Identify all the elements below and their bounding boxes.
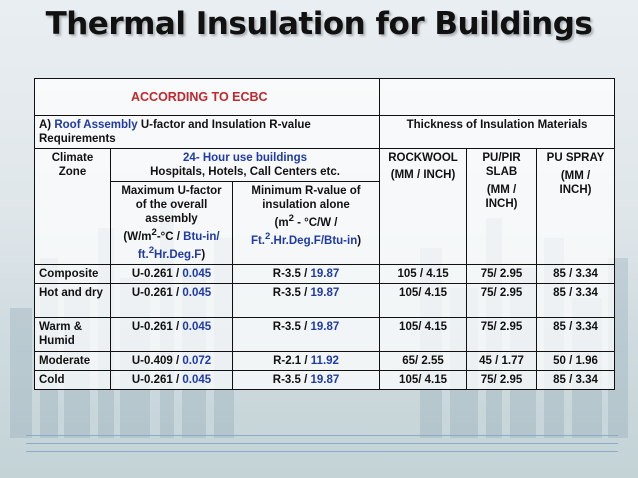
- section-prefix: A): [39, 119, 52, 131]
- thickness-header: Thickness of Insulation Materials: [380, 116, 615, 149]
- section-heading: [35, 116, 380, 149]
- rvalue-unit: $(m^2 - ^\circ C/W / Ft.^2.Hr.Deg.F/Btu-in)$: [250, 213, 362, 247]
- rvalue-cell: R-3.5 / 19.87: [233, 370, 380, 389]
- ufactor-cell: U-0.261 / 0.045: [111, 370, 233, 389]
- pupir-label-3: (MM /: [486, 184, 517, 196]
- rvalue-text: Minimum R-value of insulation alone: [251, 185, 361, 211]
- rvalue-header: [233, 182, 380, 265]
- puspray-label-1: PU SPRAY: [546, 152, 605, 164]
- section-roof-assembly: Roof Assembly: [54, 119, 138, 131]
- ufactor-header: [111, 182, 233, 265]
- ufactor-cell: U-0.261 / 0.045: [111, 317, 233, 351]
- decor-line: [26, 451, 618, 452]
- zone-cell: Cold: [35, 370, 111, 389]
- puspray-cell: 85 / 3.34: [537, 264, 615, 283]
- rockwool-cell: 105/ 4.15: [380, 370, 467, 389]
- rvalue-cell: R-2.1 / 11.92: [233, 351, 380, 370]
- pupir-label-2: SLAB: [485, 166, 518, 178]
- pupir-label-4: INCH): [485, 198, 518, 210]
- zone-cell: Composite: [35, 264, 111, 283]
- pupir-label-1: PU/PIR: [482, 152, 521, 164]
- pupir-cell: 45 / 1.77: [467, 351, 537, 370]
- ecbc-heading: ACCORDING TO ECBC: [35, 79, 380, 116]
- rockwool-cell: 105/ 4.15: [380, 283, 467, 317]
- pupir-header: [467, 149, 537, 265]
- zone-cell: Moderate: [35, 351, 111, 370]
- pupir-cell: 75/ 2.95: [467, 283, 537, 317]
- zone-cell: Hot and dry: [35, 283, 111, 317]
- puspray-cell: 85 / 3.34: [537, 370, 615, 389]
- decor-line: [26, 443, 618, 444]
- rockwool-header: [380, 149, 467, 265]
- ufactor-cell: U-0.409 / 0.072: [111, 351, 233, 370]
- use-title: 24- Hour use buildings: [183, 152, 307, 164]
- table-row: [35, 283, 615, 317]
- use-buildings-header: [111, 149, 380, 182]
- empty-header-cell: [380, 79, 615, 116]
- slide-title: Thermal Insulation for Buildings: [45, 6, 593, 42]
- table-row: [35, 264, 615, 283]
- table-row: [35, 370, 615, 389]
- ufactor-unit: ($W/m^2-^\circ C / Btu-in/$ ft.$^2$Hr.Deg.F): [123, 227, 220, 261]
- table-body: [35, 264, 615, 389]
- climate-zone-header: Climate Zone: [35, 149, 111, 265]
- puspray-label-3: INCH): [559, 184, 592, 196]
- rvalue-cell: R-3.5 / 19.87: [233, 264, 380, 283]
- table-row: [35, 351, 615, 370]
- rvalue-cell: R-3.5 / 19.87: [233, 283, 380, 317]
- section-rest: U-factor and Insulation R-value Requirements: [39, 119, 311, 145]
- use-subtitle: Hospitals, Hotels, Call Centers etc.: [150, 166, 340, 178]
- puspray-cell: 85 / 3.34: [537, 317, 615, 351]
- pupir-cell: 75/ 2.95: [467, 317, 537, 351]
- insulation-table: [34, 78, 615, 390]
- pupir-cell: 75/ 2.95: [467, 264, 537, 283]
- table-row: [35, 317, 615, 351]
- ufactor-cell: U-0.261 / 0.045: [111, 264, 233, 283]
- rvalue-cell: R-3.5 / 19.87: [233, 317, 380, 351]
- rockwool-label: ROCKWOOL: [388, 152, 458, 164]
- rockwool-cell: 105/ 4.15: [380, 317, 467, 351]
- puspray-header: [537, 149, 615, 265]
- zone-cell: Warm & Humid: [35, 317, 111, 351]
- insulation-table-container: [34, 78, 614, 390]
- pupir-cell: 75/ 2.95: [467, 370, 537, 389]
- ufactor-cell: U-0.261 / 0.045: [111, 283, 233, 317]
- puspray-label-2: (MM /: [560, 170, 591, 182]
- puspray-cell: 85 / 3.34: [537, 283, 615, 317]
- rockwool-unit: (MM / INCH): [390, 169, 456, 181]
- decor-line: [26, 435, 618, 436]
- rockwool-cell: 105 / 4.15: [380, 264, 467, 283]
- puspray-cell: 50 / 1.96: [537, 351, 615, 370]
- ufactor-text: Maximum U-factor of the overall assembly: [121, 185, 222, 225]
- rockwool-cell: 65/ 2.55: [380, 351, 467, 370]
